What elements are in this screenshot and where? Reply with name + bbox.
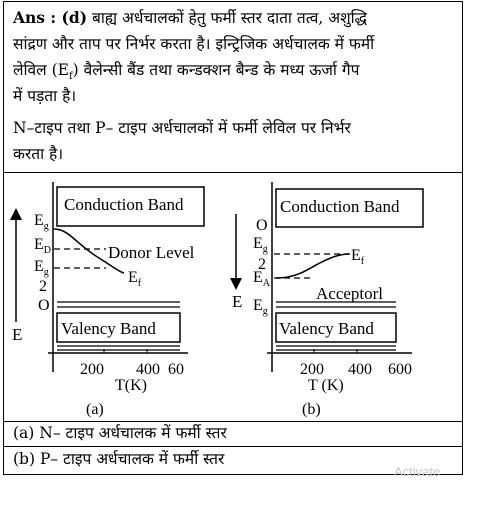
activate-watermark: Activate [394,464,441,479]
x-tick-b-1: 400 [348,361,372,378]
acceptor-label: Acceptorl [316,284,384,303]
diagram-b [232,182,423,418]
eg-bottom-b: $E_g$ [253,297,268,317]
answer-line-4: में पड़ता है। [13,87,77,105]
option-a: (a) N– टाइप अर्धचालक में फर्मी स्तर [13,424,227,442]
answer-text-3b: ) वैलेन्सी बैंड तथा कन्डक्शन बैन्ड के मध्य ऊर्जा गैप [72,61,360,79]
caption-a: (a) [86,401,104,418]
separator-options-2 [4,446,462,447]
answer-line-3 [13,59,359,88]
conduction-band-label-a: Conduction Band [64,195,184,214]
donor-level-label: Donor Level [108,243,195,262]
statement-line-2: करता है। [13,145,64,163]
fermi-curve-b [276,254,349,278]
ea-label: $E_A$ [253,269,271,289]
fermi-level-diagrams [4,174,462,422]
statement-line-1: N–टाइप तथा P– टाइप अर्धचालकों में फर्मी लेविल पर निर्भर [13,119,351,137]
x-tick-b-2: 600 [388,361,412,378]
answer-text-3a: लेविल (E [13,61,69,79]
origin-label-b: O [256,217,268,234]
two-label-a: 2 [39,278,47,295]
ef-label-b: $E_f$ [351,247,365,267]
answer-label: Ans : (d) [13,8,88,27]
separator-top [4,172,462,173]
answer-line-2: सांद्रण और ताप पर निर्भर करता है। इन्ट्रिजिक अर्धचालक में फर्मी [13,35,375,53]
valency-band-label-b: Valency Band [279,319,374,338]
valency-band-label-a: Valency Band [61,319,156,338]
caption-b: (b) [302,401,321,418]
eg-half-b: $E_g$ [253,235,268,255]
ef-subscript: f [68,71,73,83]
x-tick-a-1: 400 [136,361,160,378]
energy-label-a: E [12,325,23,344]
eg-half-a: $E_g$ [34,258,49,278]
energy-label-b: E [232,292,243,311]
origin-label-a: O [38,297,50,314]
answer-text-1: बाह्य अर्धचालकों हेतु फर्मी स्तर दाता तत्व, अशुद्धि [91,9,368,27]
answer-line-1 [13,7,367,29]
ed-label: $E_D$ [34,236,52,256]
x-tick-b-0: 200 [300,361,324,378]
ef-label-a: $E_f$ [128,269,142,289]
x-tick-a-0: 200 [80,361,104,378]
conduction-band-label-b: Conduction Band [280,197,400,216]
two-label-b: 2 [258,256,266,273]
x-axis-label-b: T (K) [308,377,344,394]
x-tick-a-2: 60 [168,361,184,378]
diagram-a [12,182,204,418]
x-axis-label-a: T(K) [115,377,147,394]
eg-top-a: $E_g$ [34,212,49,232]
answer-card [3,1,463,475]
option-b: (b) P– टाइप अर्धचालक में फर्मी स्तर [13,450,225,468]
